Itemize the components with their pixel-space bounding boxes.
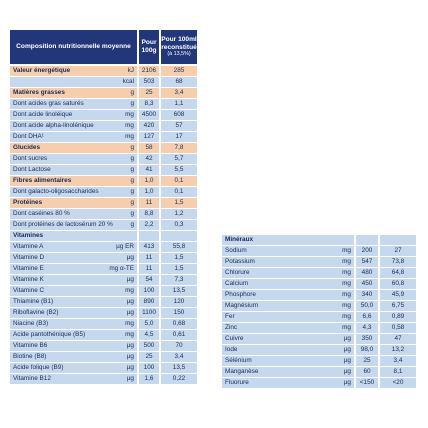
nutrient-unit: g bbox=[130, 199, 134, 206]
category-row bbox=[10, 88, 197, 98]
value-per-100ml: 120 bbox=[161, 297, 197, 307]
nutrient-cell bbox=[222, 367, 354, 377]
value-per-100ml: 1,5 bbox=[161, 264, 197, 274]
table-row bbox=[10, 286, 197, 296]
nutrient-unit: mg bbox=[125, 133, 134, 140]
category-row bbox=[10, 143, 197, 153]
nutrient-label: Dont DHA¹ bbox=[13, 133, 44, 140]
nutrient-cell bbox=[10, 99, 137, 109]
nutrient-unit: g bbox=[130, 89, 134, 96]
table-row bbox=[10, 308, 197, 318]
nutrient-unit: g bbox=[130, 144, 134, 151]
category-row bbox=[10, 176, 197, 186]
nutrient-label: Niacine (B3) bbox=[13, 320, 49, 327]
value-per-100ml: 60,8 bbox=[380, 279, 416, 289]
header-composition: Composition nutritionnelle moyenne bbox=[10, 30, 137, 64]
nutrient-label: Dont caséines 80 % bbox=[13, 210, 70, 217]
nutrient-unit: g bbox=[130, 177, 134, 184]
value-per-100ml: 57 bbox=[161, 121, 197, 131]
table-row bbox=[10, 352, 197, 362]
nutrient-cell bbox=[10, 88, 137, 98]
value-per-100ml: 47 bbox=[380, 334, 416, 344]
nutrient-unit: mg bbox=[125, 287, 134, 294]
nutrient-cell bbox=[10, 286, 137, 296]
nutrient-label: Dont Lactose bbox=[13, 166, 51, 173]
value-per-100ml: 1,2 bbox=[161, 209, 197, 219]
nutrient-label: Biotine (B8) bbox=[13, 353, 47, 360]
value-per-100g: 100 bbox=[139, 363, 159, 373]
value-per-100g: 127 bbox=[139, 132, 159, 142]
value-per-100ml: 608 bbox=[161, 110, 197, 120]
nutrient-label: Minéraux bbox=[225, 236, 254, 243]
nutrient-cell bbox=[10, 209, 137, 219]
value-per-100ml: 5,5 bbox=[161, 165, 197, 175]
value-per-100ml: 0,61 bbox=[161, 330, 197, 340]
nutrient-unit: µg bbox=[343, 357, 351, 364]
nutrient-label: Sodium bbox=[225, 247, 247, 254]
nutrient-label: Dont sucres bbox=[13, 155, 48, 162]
nutrient-cell bbox=[10, 77, 137, 87]
nutrient-unit: µg bbox=[126, 276, 134, 283]
nutrient-unit bbox=[132, 231, 134, 241]
nutrient-label: Potassium bbox=[225, 258, 255, 265]
table-row bbox=[10, 275, 197, 285]
table-row bbox=[222, 290, 416, 300]
nutrient-unit: g bbox=[130, 221, 134, 228]
nutrient-label: Vitamine B12 bbox=[13, 375, 51, 382]
table-row bbox=[222, 312, 416, 322]
nutrient-unit: mg bbox=[125, 122, 134, 129]
nutrient-label: Vitamines bbox=[13, 232, 44, 239]
nutrient-cell bbox=[10, 66, 137, 76]
nutrient-label: Matières grasses bbox=[13, 89, 65, 96]
nutrient-cell bbox=[222, 312, 354, 322]
nutrient-cell bbox=[10, 330, 137, 340]
nutrient-unit: mg bbox=[125, 331, 134, 338]
value-per-100g: 8,8 bbox=[139, 209, 159, 219]
value-per-100g: 58 bbox=[139, 143, 159, 153]
nutrient-label: Dont acide alpha-linolénique bbox=[13, 122, 94, 129]
nutrient-unit: mg bbox=[342, 313, 351, 320]
nutrient-unit: mg bbox=[342, 247, 351, 254]
header-per-100ml: Pour 100ml reconstitué (à 13,5%) bbox=[161, 30, 197, 64]
nutrient-cell bbox=[10, 264, 137, 274]
value-per-100g bbox=[139, 231, 159, 241]
nutrient-cell bbox=[10, 253, 137, 263]
nutrient-cell bbox=[10, 242, 137, 252]
nutrient-cell bbox=[10, 154, 137, 164]
nutrient-label: Sélénium bbox=[225, 357, 252, 364]
value-per-100ml: 7,3 bbox=[161, 275, 197, 285]
nutrient-unit: µg bbox=[126, 298, 134, 305]
nutrient-unit: mg bbox=[342, 269, 351, 276]
nutrient-unit: kJ bbox=[127, 67, 134, 74]
table-row bbox=[222, 334, 416, 344]
nutrient-cell bbox=[222, 323, 354, 333]
table-row bbox=[10, 253, 197, 263]
value-per-100ml: 13,5 bbox=[161, 286, 197, 296]
nutrient-cell bbox=[10, 374, 137, 384]
value-per-100ml: 3,4 bbox=[380, 356, 416, 366]
nutrient-label: Manganèse bbox=[225, 368, 259, 375]
nutrient-unit: mg bbox=[125, 111, 134, 118]
nutrient-cell bbox=[222, 378, 354, 388]
value-per-100ml: 150 bbox=[161, 308, 197, 318]
value-per-100ml: 64,8 bbox=[380, 268, 416, 278]
value-per-100g: 547 bbox=[356, 257, 378, 267]
nutrient-label: Dont galacto-oligosaccharides bbox=[13, 188, 99, 195]
nutrient-cell bbox=[10, 198, 137, 208]
value-per-100ml: 68 bbox=[161, 77, 197, 87]
value-per-100ml: 0,68 bbox=[161, 319, 197, 329]
nutrient-label: Vitamine A bbox=[13, 243, 44, 250]
value-per-100ml: <20 bbox=[380, 378, 416, 388]
minerals-table bbox=[222, 235, 416, 389]
value-per-100g: 2106 bbox=[139, 66, 159, 76]
nutrient-label: Vitamine C bbox=[13, 287, 45, 294]
nutrient-label: Cuivre bbox=[225, 335, 244, 342]
nutrient-label: Calcium bbox=[225, 280, 249, 287]
nutrient-unit: mg bbox=[342, 291, 351, 298]
value-per-100g: 6,6 bbox=[356, 312, 378, 322]
nutrient-label: Vitamine K bbox=[13, 276, 44, 283]
nutrition-table bbox=[10, 30, 197, 385]
table-row bbox=[10, 121, 197, 131]
nutrient-unit: µg bbox=[343, 335, 351, 342]
value-per-100g: 1,0 bbox=[139, 187, 159, 197]
table-row bbox=[222, 367, 416, 377]
value-per-100ml: 0,3 bbox=[161, 220, 197, 230]
nutrient-label: Glucides bbox=[13, 144, 40, 151]
table-row bbox=[222, 356, 416, 366]
table-row bbox=[10, 330, 197, 340]
nutrient-unit: g bbox=[130, 188, 134, 195]
table-row bbox=[10, 363, 197, 373]
nutrient-cell bbox=[10, 176, 137, 186]
nutrient-cell bbox=[10, 121, 137, 131]
value-per-100g: 480 bbox=[356, 268, 378, 278]
table-row bbox=[10, 165, 197, 175]
value-per-100g: 25 bbox=[356, 356, 378, 366]
nutrient-label: Fibres alimentaires bbox=[13, 177, 72, 184]
table-row bbox=[10, 242, 197, 252]
value-per-100ml: 0,1 bbox=[161, 176, 197, 186]
value-per-100ml: 3,4 bbox=[161, 88, 197, 98]
nutrient-label: Dont acide linoléique bbox=[13, 111, 73, 118]
nutrient-label: Valeur énergétique bbox=[13, 67, 71, 74]
value-per-100ml: 17 bbox=[161, 132, 197, 142]
nutrient-label: Vitamine B6 bbox=[13, 342, 48, 349]
table-row bbox=[10, 264, 197, 274]
nutrient-label: Acide folique (B9) bbox=[13, 364, 64, 371]
value-per-100ml: 0,58 bbox=[380, 323, 416, 333]
value-per-100g: 11 bbox=[139, 198, 159, 208]
nutrient-label: Phosphore bbox=[225, 291, 256, 298]
table-header bbox=[10, 30, 197, 64]
right-table-body bbox=[222, 235, 416, 388]
value-per-100g: 890 bbox=[139, 297, 159, 307]
nutrient-label: Zinc bbox=[225, 324, 238, 331]
value-per-100g: 11 bbox=[139, 253, 159, 263]
table-row bbox=[222, 301, 416, 311]
nutrient-label: Vitamine E bbox=[13, 265, 44, 272]
value-per-100g: 503 bbox=[139, 77, 159, 87]
value-per-100ml: 55,8 bbox=[161, 242, 197, 252]
header-reconstitution-note: (à 13,5%) bbox=[167, 51, 191, 58]
value-per-100g: 4,5 bbox=[139, 330, 159, 340]
value-per-100g: 413 bbox=[139, 242, 159, 252]
nutrient-unit: g bbox=[130, 155, 134, 162]
value-per-100ml: 27 bbox=[380, 246, 416, 256]
value-per-100g: 1,0 bbox=[139, 176, 159, 186]
value-per-100ml: 7,8 bbox=[161, 143, 197, 153]
table-row bbox=[222, 246, 416, 256]
nutrient-unit: µg bbox=[343, 368, 351, 375]
section-row bbox=[10, 231, 197, 241]
nutrient-cell bbox=[10, 341, 137, 351]
value-per-100ml: 285 bbox=[161, 66, 197, 76]
nutrient-unit: µg ER bbox=[116, 243, 134, 250]
table-row bbox=[10, 154, 197, 164]
nutrient-unit: mg α-TE bbox=[109, 265, 134, 272]
nutrient-unit: mg bbox=[125, 320, 134, 327]
nutrient-label: Fluorure bbox=[225, 379, 249, 386]
value-per-100g: 2,2 bbox=[139, 220, 159, 230]
value-per-100g: 500 bbox=[139, 341, 159, 351]
nutrient-unit: µg bbox=[126, 353, 134, 360]
nutrient-label: Vitamine D bbox=[13, 254, 45, 261]
nutrient-unit: µg bbox=[126, 342, 134, 349]
table-row bbox=[10, 319, 197, 329]
table-row bbox=[10, 209, 197, 219]
nutrient-cell bbox=[222, 279, 354, 289]
value-per-100ml: 3,4 bbox=[161, 352, 197, 362]
value-per-100g: 420 bbox=[139, 121, 159, 131]
value-per-100g: 1,6 bbox=[139, 374, 159, 384]
nutrient-label: Fer bbox=[225, 313, 235, 320]
table-row bbox=[222, 345, 416, 355]
nutrient-cell bbox=[10, 165, 137, 175]
value-per-100g: 450 bbox=[356, 279, 378, 289]
nutrient-label: Thiamine (B1) bbox=[13, 298, 54, 305]
value-per-100ml: 45,9 bbox=[380, 290, 416, 300]
value-per-100ml bbox=[161, 231, 197, 241]
value-per-100g: 98,0 bbox=[356, 345, 378, 355]
value-per-100ml: 1,1 bbox=[161, 99, 197, 109]
nutrient-unit: mg bbox=[342, 324, 351, 331]
nutrient-label: Riboflavine (B2) bbox=[13, 309, 59, 316]
nutrient-cell bbox=[222, 290, 354, 300]
nutrient-label: Chlorure bbox=[225, 269, 250, 276]
header-per-100g: Pour 100g bbox=[139, 30, 159, 64]
nutrient-label: Iode bbox=[225, 346, 238, 353]
nutrient-unit: µg bbox=[343, 379, 351, 386]
nutrient-unit: µg bbox=[126, 375, 134, 382]
table-row bbox=[222, 378, 416, 388]
left-table-body bbox=[10, 66, 197, 384]
value-per-100ml: 13,5 bbox=[161, 363, 197, 373]
value-per-100g: 8,3 bbox=[139, 99, 159, 109]
nutrient-cell bbox=[222, 246, 354, 256]
nutrient-cell bbox=[222, 301, 354, 311]
table-row bbox=[10, 220, 197, 230]
value-per-100g: 100 bbox=[139, 286, 159, 296]
nutrient-cell bbox=[10, 352, 137, 362]
value-per-100g: 60 bbox=[356, 367, 378, 377]
nutrient-cell bbox=[10, 275, 137, 285]
nutrient-cell bbox=[10, 187, 137, 197]
nutrient-unit: kcal bbox=[122, 78, 134, 85]
section-row bbox=[222, 235, 416, 245]
nutrient-cell bbox=[222, 235, 354, 245]
nutrient-unit: µg bbox=[126, 254, 134, 261]
nutrient-label: Dont acides gras saturés bbox=[13, 100, 84, 107]
nutrient-cell bbox=[222, 345, 354, 355]
value-per-100g: 1100 bbox=[139, 308, 159, 318]
table-row bbox=[222, 279, 416, 289]
category-row bbox=[10, 66, 197, 76]
value-per-100ml: 13,2 bbox=[380, 345, 416, 355]
value-per-100ml: 1,5 bbox=[161, 198, 197, 208]
nutrient-cell bbox=[10, 297, 137, 307]
nutrient-unit bbox=[349, 235, 351, 245]
value-per-100g bbox=[356, 235, 378, 245]
value-per-100ml: 8,1 bbox=[380, 367, 416, 377]
table-row bbox=[10, 110, 197, 120]
nutrient-cell bbox=[10, 132, 137, 142]
nutrient-unit: mg bbox=[342, 280, 351, 287]
nutrient-cell bbox=[222, 334, 354, 344]
nutrient-unit: mg bbox=[342, 258, 351, 265]
nutrient-cell bbox=[10, 220, 137, 230]
value-per-100g: 11 bbox=[139, 264, 159, 274]
value-per-100g: 4500 bbox=[139, 110, 159, 120]
nutrient-cell bbox=[10, 143, 137, 153]
value-per-100ml: 1,5 bbox=[161, 253, 197, 263]
nutrient-unit: µg bbox=[126, 364, 134, 371]
nutrient-label: Dont protéines de lactosérum 20 % bbox=[13, 221, 113, 228]
value-per-100ml: 70 bbox=[161, 341, 197, 351]
nutrient-cell bbox=[222, 268, 354, 278]
table-row bbox=[10, 297, 197, 307]
value-per-100g: 25 bbox=[139, 88, 159, 98]
value-per-100g: 42 bbox=[139, 154, 159, 164]
nutrient-unit: µg bbox=[343, 346, 351, 353]
value-per-100ml bbox=[380, 235, 416, 245]
table-row bbox=[10, 374, 197, 384]
value-per-100g: 5,0 bbox=[139, 319, 159, 329]
value-per-100ml: 6,75 bbox=[380, 301, 416, 311]
table-row bbox=[10, 132, 197, 142]
nutrient-unit: mg bbox=[342, 302, 351, 309]
value-per-100ml: 5,7 bbox=[161, 154, 197, 164]
table-row bbox=[222, 257, 416, 267]
value-per-100g: 340 bbox=[356, 290, 378, 300]
value-per-100g: 25 bbox=[139, 352, 159, 362]
category-row bbox=[10, 198, 197, 208]
nutrient-unit: µg bbox=[126, 309, 134, 316]
table-row bbox=[10, 99, 197, 109]
nutrient-cell bbox=[10, 363, 137, 373]
value-per-100g: 200 bbox=[356, 246, 378, 256]
table-row bbox=[222, 268, 416, 278]
nutrient-cell bbox=[222, 257, 354, 267]
value-per-100g: <150 bbox=[356, 378, 378, 388]
nutrient-label: Acide pantothénique (B5) bbox=[13, 331, 86, 338]
value-per-100g: 350 bbox=[356, 334, 378, 344]
table-row bbox=[10, 187, 197, 197]
value-per-100g: 50,0 bbox=[356, 301, 378, 311]
nutrient-cell bbox=[10, 231, 137, 241]
value-per-100ml: 73,8 bbox=[380, 257, 416, 267]
value-per-100ml: 0,89 bbox=[380, 312, 416, 322]
table-row bbox=[222, 323, 416, 333]
value-per-100g: 4,3 bbox=[356, 323, 378, 333]
nutrient-cell bbox=[10, 319, 137, 329]
nutrient-cell bbox=[10, 308, 137, 318]
table-row bbox=[10, 77, 197, 87]
nutrient-label: Protéines bbox=[13, 199, 43, 206]
nutrient-cell bbox=[222, 356, 354, 366]
value-per-100g: 41 bbox=[139, 165, 159, 175]
nutrient-cell bbox=[10, 110, 137, 120]
nutrient-unit: g bbox=[130, 100, 134, 107]
table-row bbox=[10, 341, 197, 351]
value-per-100ml: 0,22 bbox=[161, 374, 197, 384]
nutrient-unit: g bbox=[130, 210, 134, 217]
nutrient-unit: g bbox=[130, 166, 134, 173]
value-per-100g: 54 bbox=[139, 275, 159, 285]
nutrient-label: Magnésium bbox=[225, 302, 259, 309]
value-per-100ml: 0,1 bbox=[161, 187, 197, 197]
